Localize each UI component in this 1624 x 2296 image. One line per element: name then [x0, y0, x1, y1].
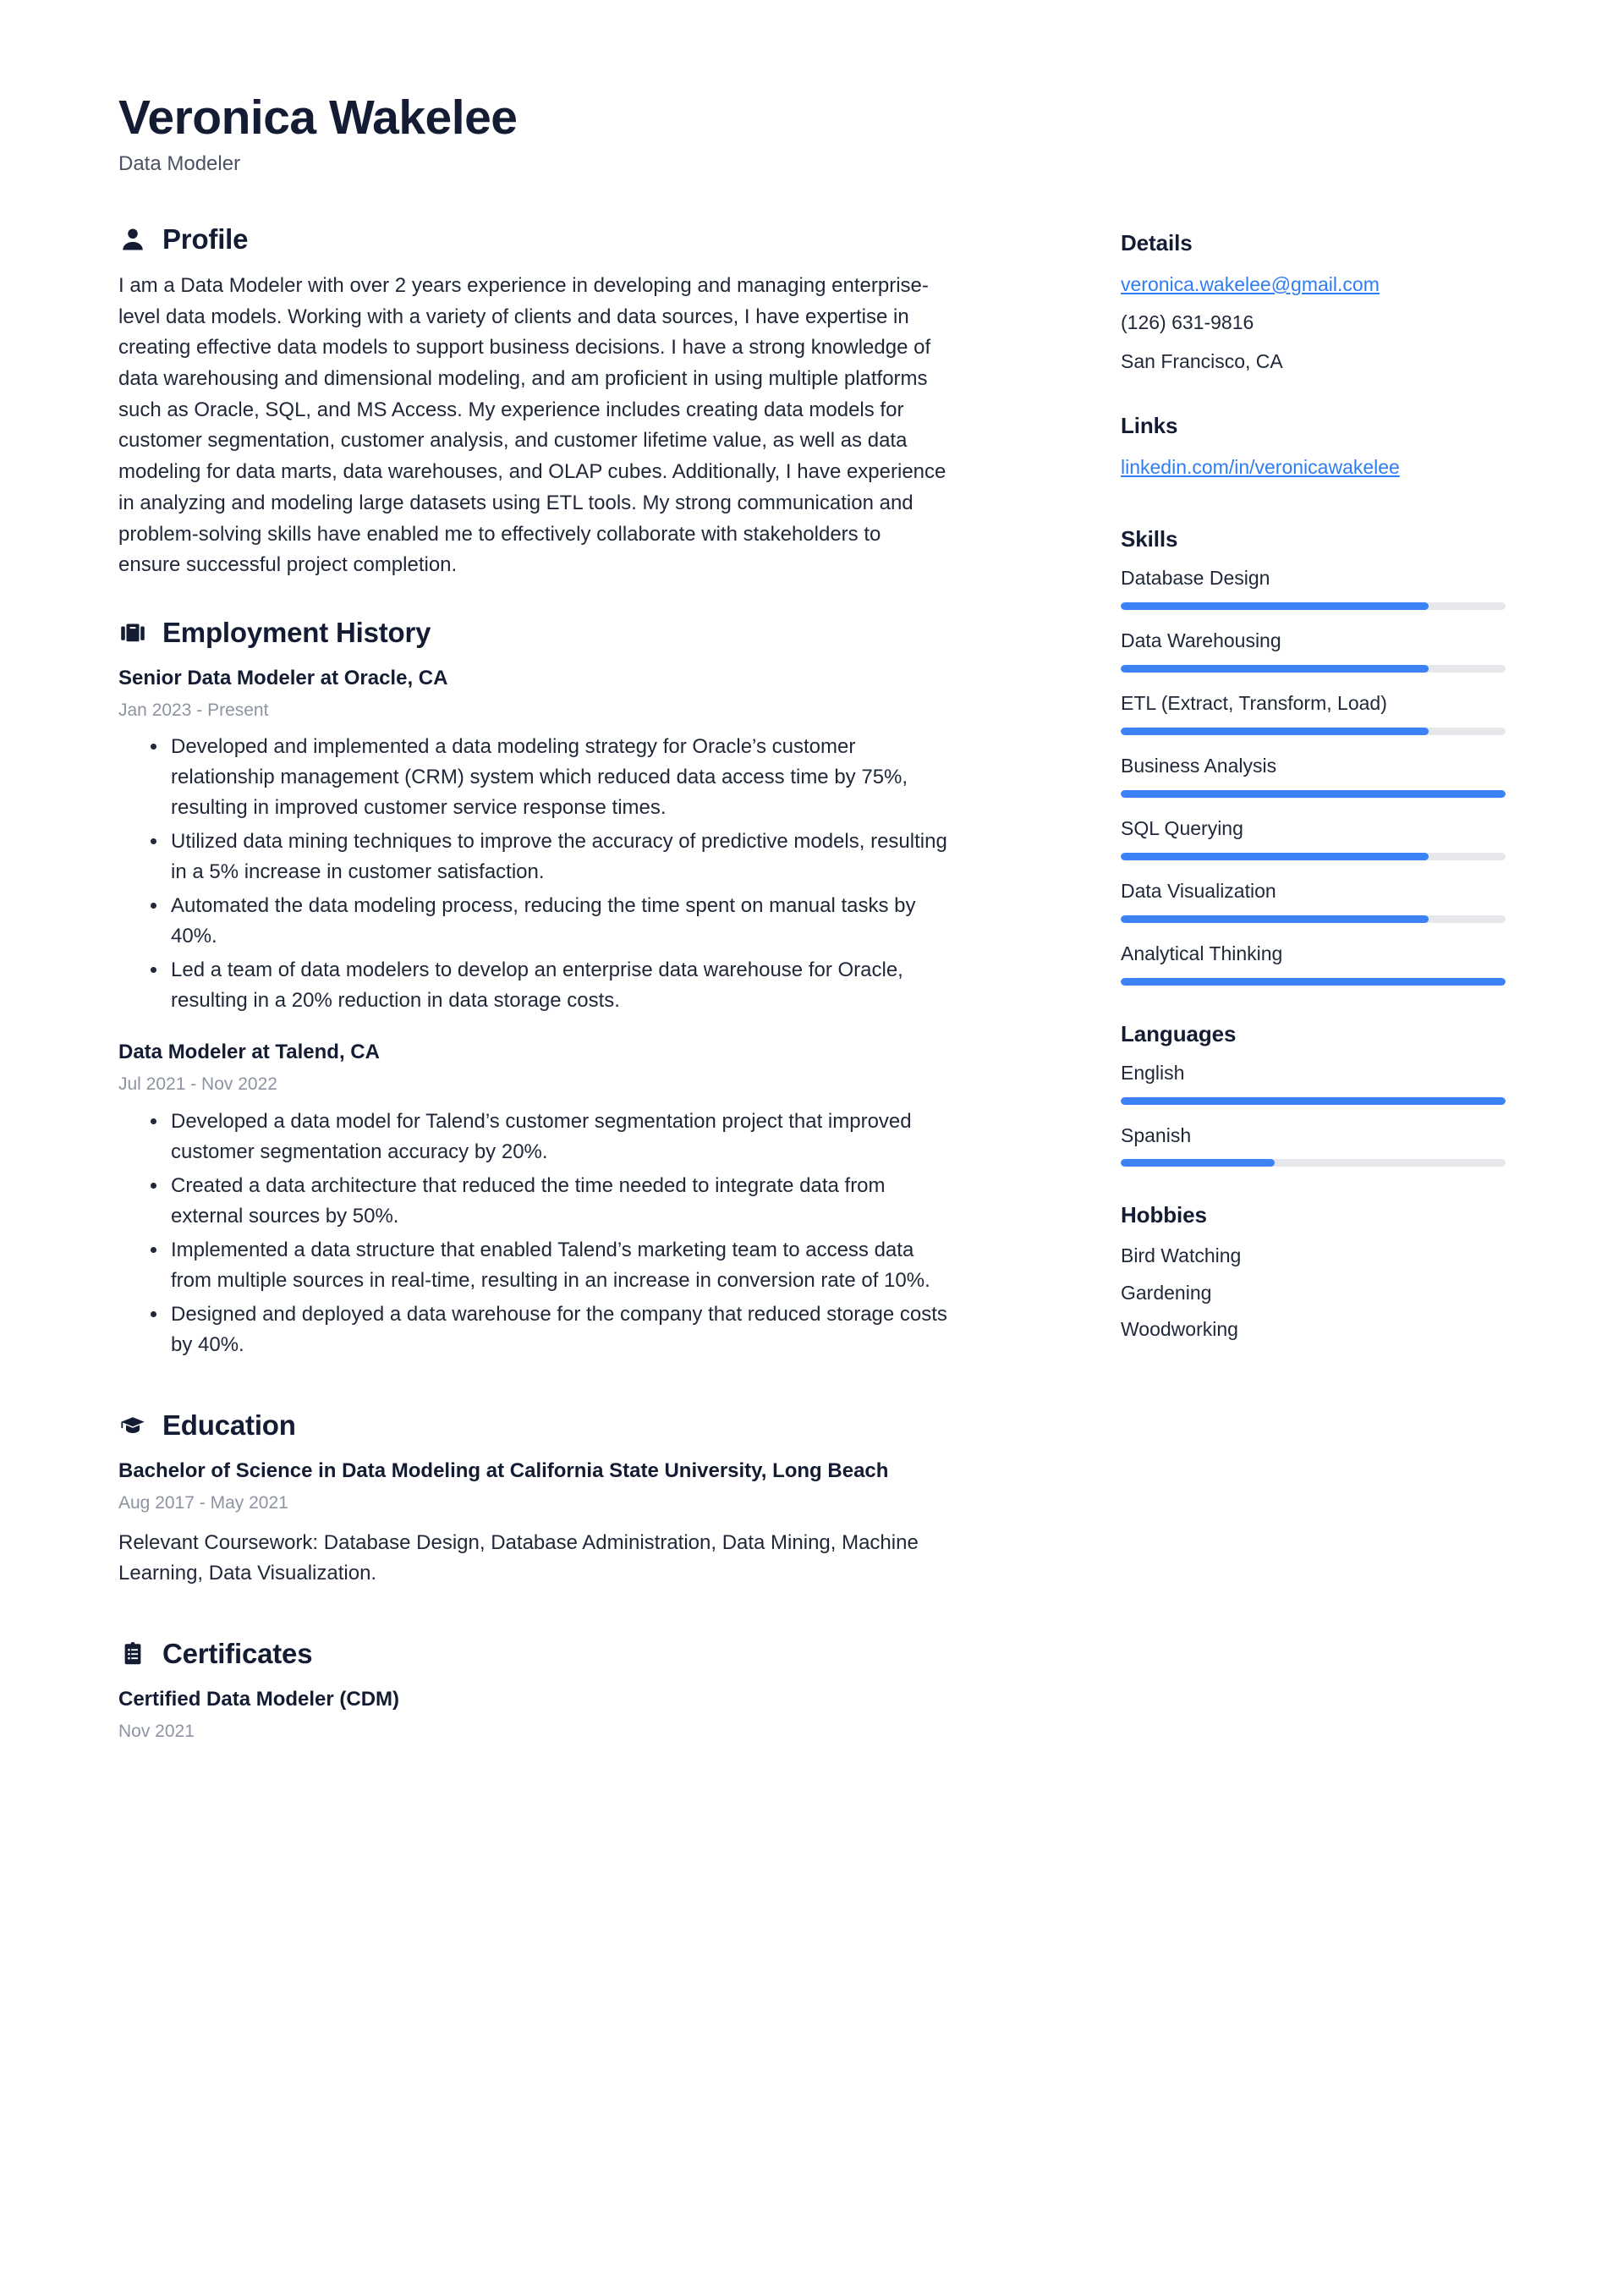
list-item: Led a team of data modelers to develop an enterprise data warehouse for Oracle, resulting in a 20% reduction in data storage costs.	[171, 955, 947, 1016]
certificate-entry	[118, 1685, 947, 1743]
skill-bar-track	[1121, 978, 1506, 986]
section-education	[118, 1409, 947, 1589]
sidebar-block-skills	[1121, 526, 1493, 985]
graduation-cap-icon	[118, 1411, 147, 1440]
sidebar-block-details	[1121, 230, 1493, 377]
location-text: San Francisco, CA	[1121, 350, 1283, 373]
sidebar-title-hobbies: Hobbies	[1121, 1202, 1207, 1228]
sidebar-block-hobbies	[1121, 1202, 1493, 1343]
skill-item	[1121, 566, 1493, 610]
skill-bar-track	[1121, 728, 1506, 735]
skill-bar-fill	[1121, 915, 1429, 923]
section-header-employment	[118, 617, 947, 649]
education-entry-note: Relevant Coursework: Database Design, Database Administration, Data Mining, Machine Learning, Data Visualization.	[118, 1531, 919, 1585]
person-icon	[118, 225, 147, 254]
section-title-profile: Profile	[162, 222, 249, 255]
skill-item	[1121, 942, 1493, 986]
skill-item	[1121, 754, 1493, 798]
linkedin-link[interactable]: linkedin.com/in/veronicawakelee	[1121, 455, 1400, 478]
profile-text: I am a Data Modeler with over 2 years experience in developing and managing enterprise-level data models. Working with a variety of clients and data sources, I have expertise in creating effective data models to support business decisions. I have a strong knowledge of data warehousing and dimensional modeling, and am proficient in using multiple platforms such as Oracle, SQL, and MS Access. My experience includes creating data models for customer segmentation, customer analysis, and customer lifetime value, as well as data modeling for data marts, data warehouses, and OLAP cubes. Additionally, I have experience in analyzing and modeling large datasets using ETL tools. My strong communication and problem-solving skills have enabled me to effectively collaborate with stakeholders to ensure successful project completion.	[118, 273, 946, 577]
skill-bar-fill	[1121, 978, 1506, 986]
skill-label: Business Analysis	[1121, 755, 1277, 777]
skill-item	[1121, 879, 1493, 923]
skill-item	[1121, 629, 1493, 673]
skill-bar-fill	[1121, 790, 1506, 798]
section-title-certificates: Certificates	[162, 1638, 313, 1670]
employment-entry-title: Data Modeler at Talend, CA	[118, 1041, 380, 1064]
skill-bar-track	[1121, 915, 1506, 923]
section-header-education	[118, 1409, 947, 1442]
hobby-item: Gardening	[1121, 1281, 1212, 1304]
section-title-education: Education	[162, 1409, 296, 1441]
skill-item	[1121, 816, 1493, 860]
certificate-entry-title: Certified Data Modeler (CDM)	[118, 1688, 400, 1711]
sidebar-title-skills: Skills	[1121, 526, 1178, 552]
employment-entry-date: Jan 2023 - Present	[118, 700, 269, 721]
sidebar-title-details: Details	[1121, 229, 1193, 255]
main-column	[0, 223, 981, 1779]
language-label: Spanish	[1121, 1123, 1192, 1146]
section-certificates	[118, 1638, 947, 1743]
section-employment-history	[118, 617, 947, 1360]
sidebar-title-languages: Languages	[1121, 1020, 1237, 1046]
skill-label: Database Design	[1121, 567, 1270, 590]
email-link[interactable]: veronica.wakelee@gmail.com	[1121, 272, 1380, 295]
language-bar-track	[1121, 1159, 1506, 1167]
list-item: Utilized data mining techniques to improve the accuracy of predictive models, resulting in a 5% increase in customer satisfaction.	[171, 827, 947, 887]
list-item: Created a data architecture that reduced the time needed to integrate data from external sources by 50%.	[171, 1171, 947, 1232]
candidate-job-title: Data Modeler	[118, 151, 241, 175]
skill-bar-track	[1121, 853, 1506, 860]
skill-bar-fill	[1121, 853, 1429, 860]
skill-bar-fill	[1121, 728, 1429, 735]
skill-label: Data Visualization	[1121, 879, 1276, 902]
language-label: English	[1121, 1061, 1185, 1084]
language-bar-fill	[1121, 1159, 1275, 1167]
hobby-item: Bird Watching	[1121, 1244, 1242, 1267]
section-profile	[118, 223, 947, 581]
employment-entry-date: Jul 2021 - Nov 2022	[118, 1074, 277, 1095]
education-entry-date: Aug 2017 - May 2021	[118, 1492, 288, 1513]
phone-number: (126) 631-9816	[1121, 311, 1254, 334]
candidate-name: Veronica Wakelee	[118, 91, 518, 145]
sidebar-title-links: Links	[1121, 412, 1178, 438]
employment-entry-bullets	[118, 1107, 947, 1360]
education-entry-title: Bachelor of Science in Data Modeling at California State University, Long Beach	[118, 1458, 889, 1482]
skill-bar-fill	[1121, 665, 1429, 673]
skill-label: ETL (Extract, Transform, Load)	[1121, 692, 1387, 715]
skill-bar-track	[1121, 665, 1506, 673]
section-header-profile	[118, 223, 947, 255]
skill-item	[1121, 691, 1493, 735]
employment-entry-bullets	[118, 732, 947, 1016]
skill-bar-track	[1121, 790, 1506, 798]
list-item: Developed and implemented a data modeling strategy for Oracle’s customer relationship management (CRM) system which reduced data access time by 75%, resulting in improved customer service response times.	[171, 732, 947, 823]
resume-body	[0, 223, 1624, 1779]
section-title-employment: Employment History	[162, 617, 431, 649]
resume-header	[0, 0, 1624, 176]
sidebar-block-links	[1121, 413, 1493, 492]
list-item: Implemented a data structure that enabled Talend’s marketing team to access data from multiple sources in real-time, resulting in an increase in conversion rate of 10%.	[171, 1235, 947, 1296]
skill-label: Analytical Thinking	[1121, 942, 1283, 964]
sidebar-block-languages	[1121, 1021, 1493, 1167]
list-item: Automated the data modeling process, reducing the time spent on manual tasks by 40%.	[171, 891, 947, 952]
employment-entry-title: Senior Data Modeler at Oracle, CA	[118, 667, 448, 690]
skill-bar-track	[1121, 602, 1506, 610]
skill-label: SQL Querying	[1121, 816, 1243, 839]
language-item	[1121, 1061, 1493, 1105]
briefcase-icon	[118, 618, 147, 647]
language-bar-fill	[1121, 1097, 1506, 1105]
skill-label: Data Warehousing	[1121, 629, 1281, 652]
list-item: Developed a data model for Talend’s customer segmentation project that improved customer segmentation accuracy by 20%.	[171, 1107, 947, 1167]
language-bar-track	[1121, 1097, 1506, 1105]
sidebar-column	[981, 223, 1624, 1380]
section-header-certificates	[118, 1638, 947, 1670]
list-item: Designed and deployed a data warehouse for the company that reduced storage costs by 40%.	[171, 1299, 947, 1360]
education-entry	[118, 1457, 947, 1589]
hobby-item: Woodworking	[1121, 1318, 1238, 1341]
employment-entry	[118, 1038, 947, 1359]
employment-entry	[118, 664, 947, 1016]
certificate-entry-date: Nov 2021	[118, 1722, 195, 1742]
language-item	[1121, 1123, 1493, 1167]
certificate-list-icon	[118, 1640, 147, 1668]
skill-bar-fill	[1121, 602, 1429, 610]
